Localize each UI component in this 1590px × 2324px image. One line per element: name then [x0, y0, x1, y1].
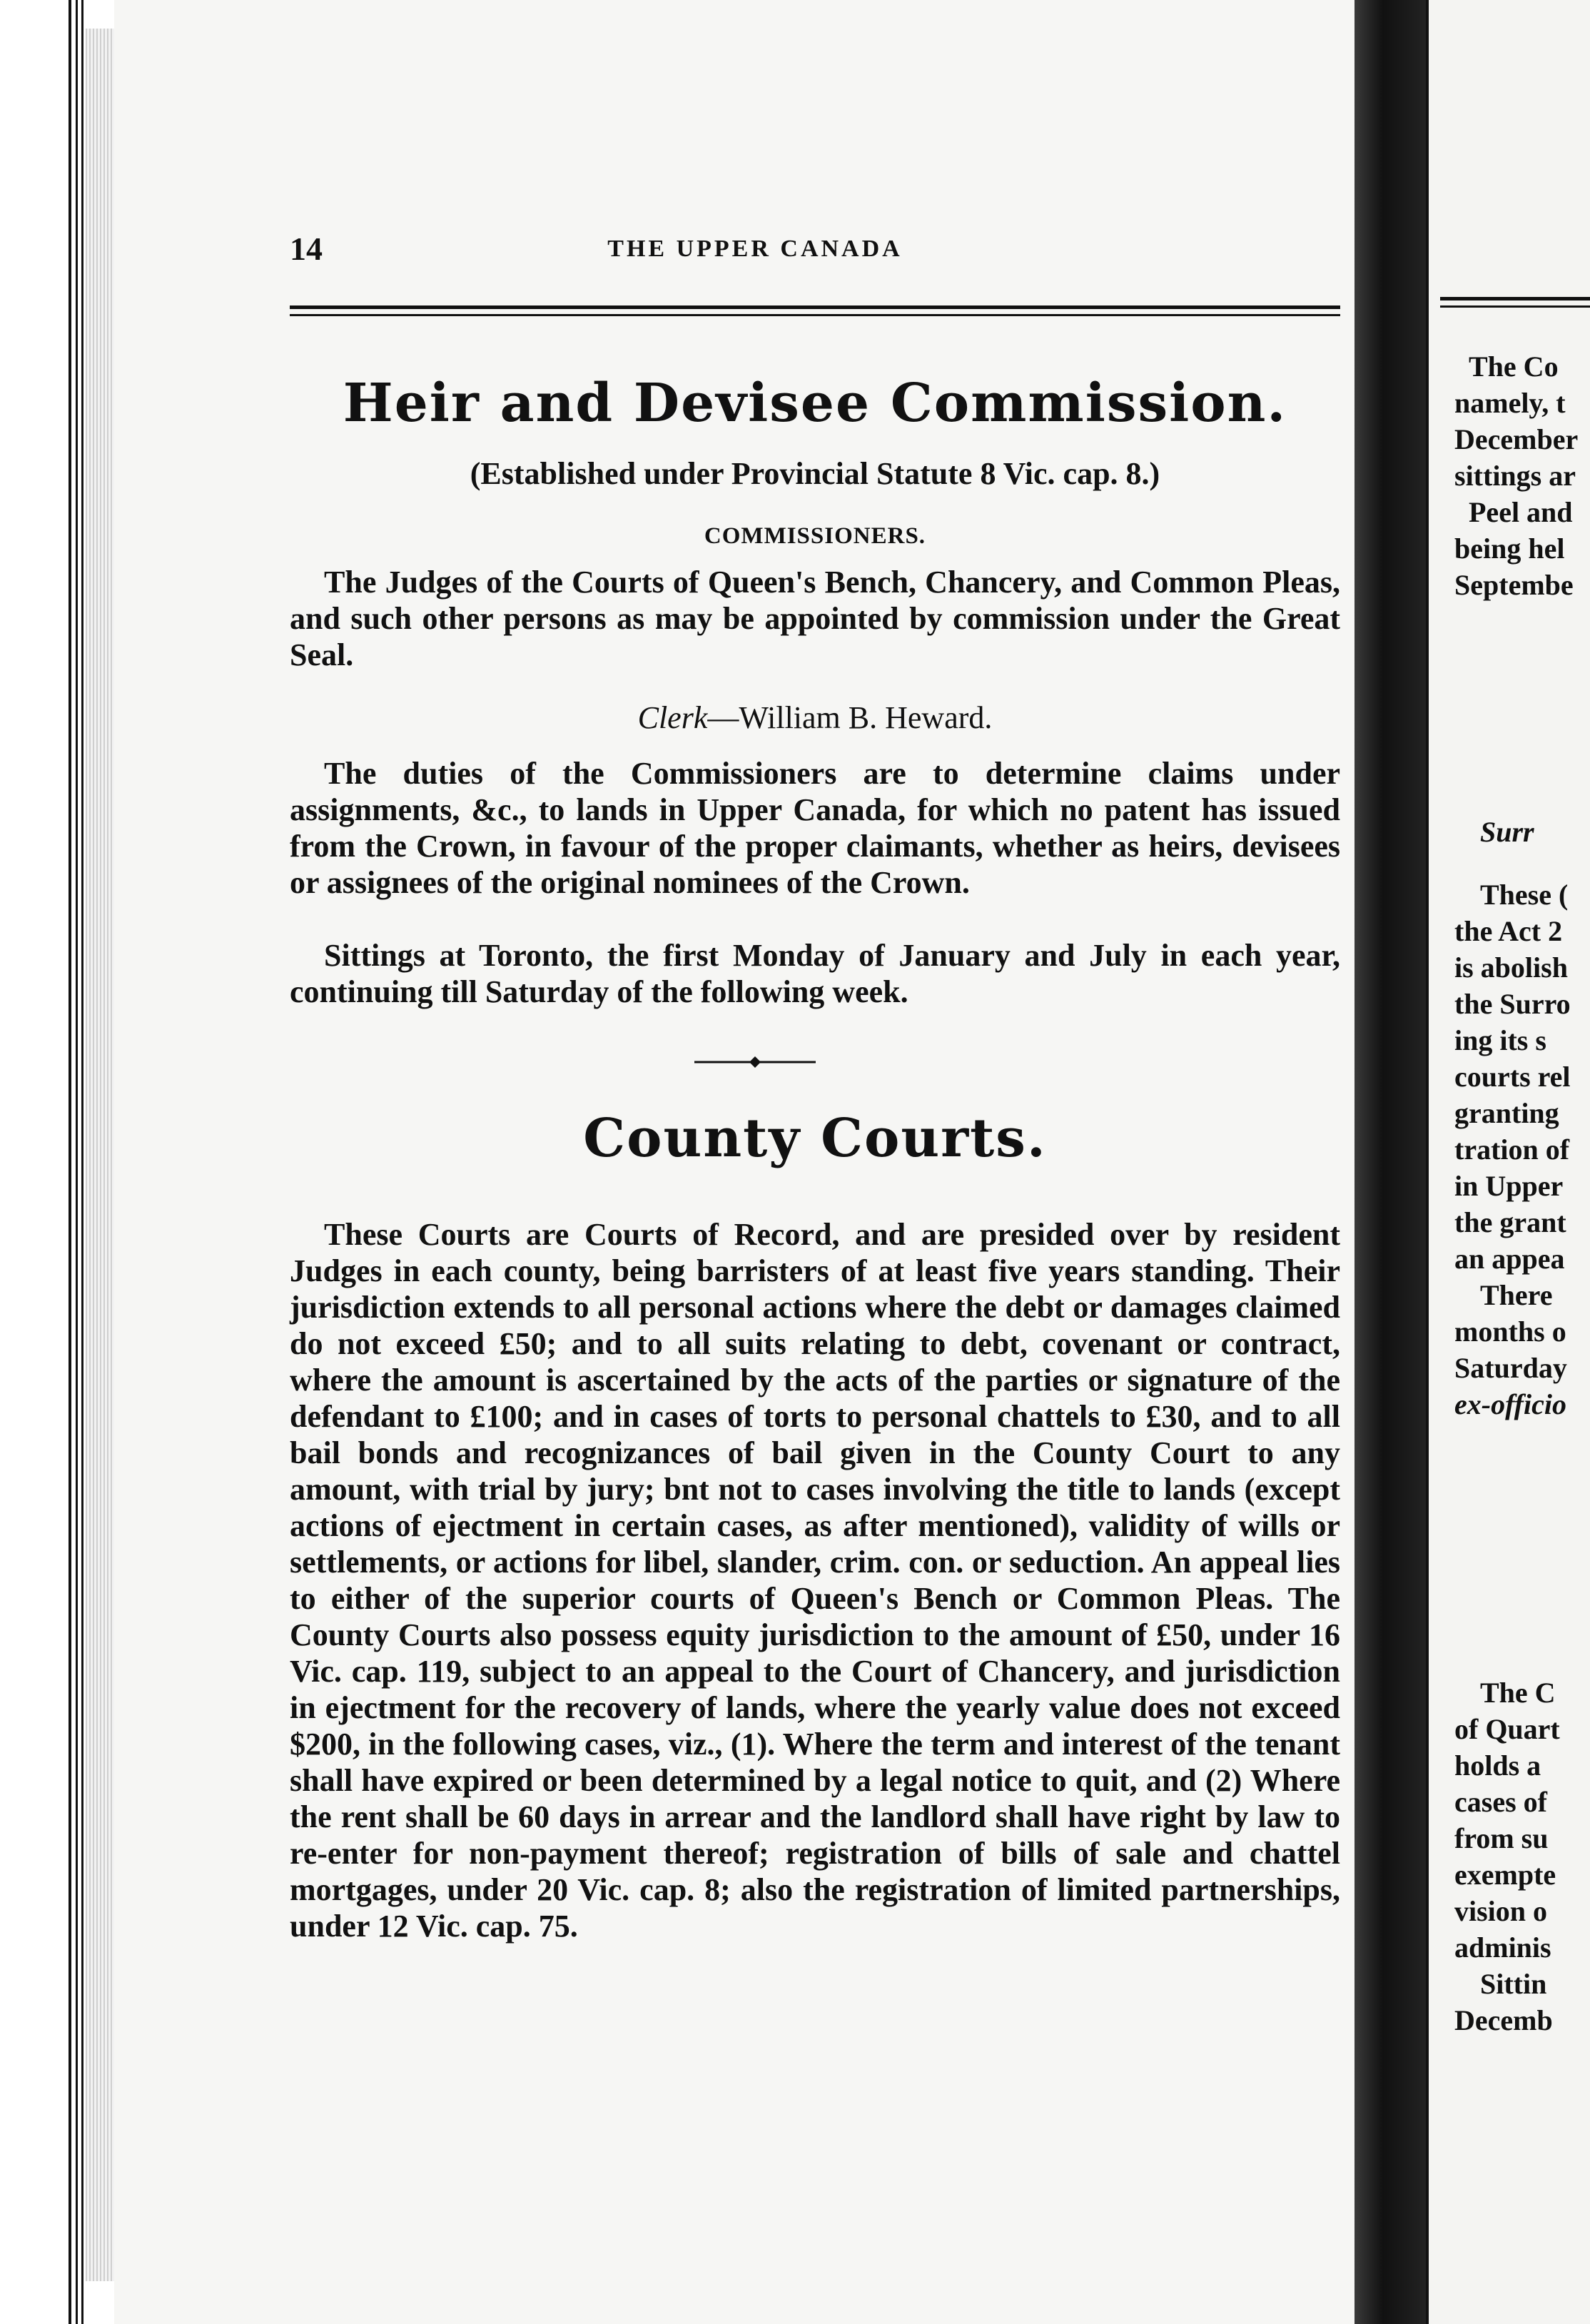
commissioners-heading: COMMISSIONERS. — [704, 523, 926, 549]
facing-rule-bottom — [1440, 305, 1590, 308]
sittings-text: Sittings at Toronto, the first Monday of January and July in each year, continuing till Saturday of the following week. — [290, 938, 1340, 1009]
header-rule-top — [290, 305, 1340, 309]
facing-line: December — [1454, 423, 1579, 455]
clerk-name: —William B. Heward. — [707, 700, 993, 735]
header-rule-bottom — [290, 314, 1340, 316]
edge-line — [76, 0, 78, 2324]
section-divider-ornament — [170, 1055, 1340, 1072]
facing-line: the grant — [1454, 1206, 1566, 1238]
facing-line: exempte — [1454, 1859, 1556, 1891]
facing-line: from su — [1454, 1822, 1549, 1854]
facing-rule-top — [1440, 297, 1590, 300]
facing-page — [1426, 0, 1590, 2324]
page-number: 14 — [290, 231, 323, 267]
facing-heading: Surr — [1480, 816, 1534, 848]
facing-line: The Co — [1469, 350, 1559, 383]
facing-line: There — [1480, 1279, 1553, 1311]
duties-paragraph — [290, 755, 1340, 901]
facing-line: an appea — [1454, 1243, 1565, 1275]
facing-line: the Act 2 — [1454, 915, 1563, 947]
facing-line: is abolish — [1454, 951, 1568, 984]
county-courts-title: County Courts. — [583, 1108, 1047, 1169]
commissioners-paragraph — [290, 564, 1340, 673]
facing-line: in Upper — [1454, 1170, 1564, 1202]
facing-line: granting — [1454, 1097, 1559, 1129]
facing-page-edge — [1426, 0, 1429, 2324]
heir-commission-title: Heir and Devisee Commission. — [343, 373, 1287, 434]
facing-line: of Quart — [1454, 1713, 1560, 1745]
page-stack-edge — [86, 29, 114, 2281]
facing-line: namely, t — [1454, 387, 1566, 419]
county-courts-text: These Courts are Courts of Record, and are presided over by resident Judges in each county, being barristers of at least five years standing. Their jurisdiction extends to all personal actions where the debt or damages claimed do not exceed £50; and to all suits relating to debt, covenant or contract, where the amount is ascertained by the acts of the parties or signature of the defendant to £100; and in cases of torts to personal chattels to £30, and to all bail bonds and recognizances of bail given in the County Court to any amount, with trial by jury; bnt not to cases involving the title to lands (except actions of ejectment in certain cases, as after mentioned), validity of wills or settlements, or actions for libel, slander, crim. con. or seduction. An appeal lies to either of the superior courts of Queen's Bench or Common Pleas. The County Courts also possess equity jurisdiction to the amount of £50, under 16 Vic. cap. 119, subject to an appeal to the Court of Chancery, and jurisdiction in ejectment for the recovery of lands, where the yearly value does not exceed $200, in the following cases, viz., (1). Where the term and interest of the tenant shall have expired or been determined by a legal notice to quit, and (2) Where the rent shall be 60 days in arrear and the landlord shall have right by law to re-enter for non-payment thereof; registration of bills of sale and chattel mortgages, under 20 Vic. cap. 8; also the registration of limited partnerships, under 12 Vic. cap. 75. — [290, 1217, 1340, 1944]
facing-line: Saturday — [1454, 1352, 1567, 1384]
facing-line: sittings ar — [1454, 460, 1576, 492]
facing-line: Sittin — [1480, 1968, 1547, 2000]
scan-left-edge — [0, 0, 114, 2324]
edge-line — [69, 0, 71, 2324]
duties-text: The duties of the Commissioners are to determine claims under assignments, &c., to lands in Upper Canada, for which no patent has issued from the Crown, in favour of the proper claimants, whether as heirs, devisees or assignees of the original nominees of the Crown. — [290, 756, 1340, 900]
facing-block-3 — [1454, 1674, 1590, 2038]
facing-block-2 — [1454, 876, 1590, 1423]
clerk-label: Clerk — [637, 700, 708, 735]
facing-line: the Surro — [1454, 988, 1571, 1020]
facing-line: cases of — [1454, 1786, 1547, 1818]
facing-line: Decemb — [1454, 2004, 1553, 2036]
facing-line: The C — [1480, 1677, 1556, 1709]
running-head: THE UPPER CANADA — [607, 236, 903, 262]
book-gutter — [1354, 0, 1426, 2324]
facing-line: tration of — [1454, 1133, 1570, 1166]
facing-line: months o — [1454, 1315, 1566, 1348]
facing-line: courts rel — [1454, 1061, 1571, 1093]
county-courts-paragraph — [290, 1216, 1340, 1944]
facing-line: vision o — [1454, 1895, 1548, 1927]
facing-line: ex-officio — [1454, 1388, 1566, 1420]
facing-line: ing its s — [1454, 1024, 1546, 1056]
facing-line: being hel — [1454, 532, 1565, 565]
sittings-paragraph — [290, 937, 1340, 1010]
diamond-rule-icon — [694, 1055, 816, 1069]
facing-block-1 — [1454, 348, 1590, 603]
edge-line — [81, 0, 83, 2324]
clerk-line — [290, 699, 1340, 736]
facing-line: Septembe — [1454, 569, 1574, 601]
facing-line: adminis — [1454, 1931, 1551, 1964]
commissioners-text: The Judges of the Courts of Queen's Bench, Chancery, and Common Pleas, and such other persons as may be appointed by commission under the Great Seal. — [290, 565, 1340, 672]
page-header — [170, 230, 1340, 280]
facing-line: holds a — [1454, 1749, 1541, 1782]
facing-line: Peel and — [1469, 496, 1573, 528]
facing-line: These ( — [1480, 879, 1569, 911]
heir-commission-subtitle: (Established under Provincial Statute 8 Vic. cap. 8.) — [470, 456, 1160, 491]
